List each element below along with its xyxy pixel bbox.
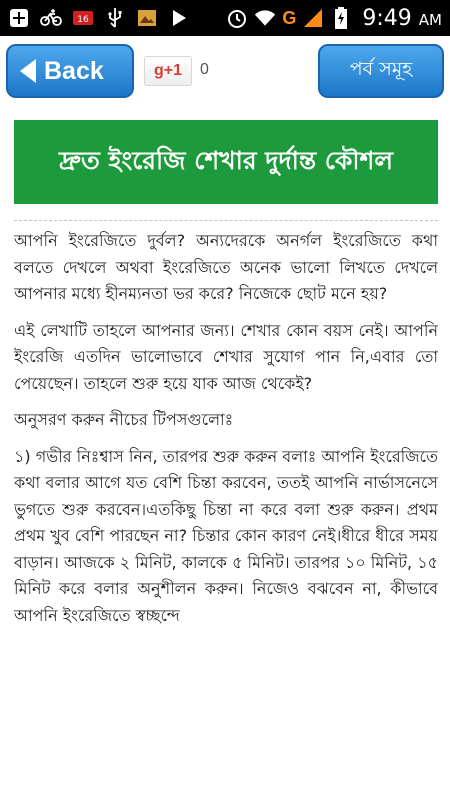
notification-icons (8, 6, 190, 30)
clock-time: 9:49 AM (362, 5, 442, 31)
plus-icon (8, 7, 30, 29)
sms-icon (72, 7, 94, 29)
back-button-label: Back (44, 56, 104, 85)
google-plus-icon: g+1 (153, 62, 182, 79)
battery-icon (330, 7, 352, 29)
article-title: দ্রুত ইংরেজি শেখার দুর্দান্ত কৌশল (59, 145, 393, 175)
system-icons (226, 4, 442, 32)
divider (14, 220, 438, 221)
article-paragraph: আপনি ইংরেজিতে দুর্বল? অন্যদেরকে অনর্গল ইংরেজিতে কথা বলতে দেখলে অথবা ইংরেজিতে অনেক ভালো লিখতে দেখলে আপনার মধ্যে হীনম্যনতা ভর করে? নিজেকে ছোট মনে হয়? (14, 231, 438, 303)
chapters-button-label: পর্ব সমূহ (349, 58, 413, 80)
image-icon (136, 7, 158, 29)
article-paragraph: অনুসরণ করুন নীচের টিপসগুলোঃ (14, 410, 234, 429)
status-bar (0, 0, 450, 36)
signal-icon (302, 7, 324, 29)
chapters-button[interactable] (318, 44, 444, 98)
wifi-icon (254, 7, 276, 29)
article-body[interactable] (14, 228, 438, 798)
back-arrow-icon (20, 59, 36, 83)
bicycle-icon (40, 7, 62, 29)
svg-text:16: 16 (77, 15, 89, 25)
plus-one-count: 0 (200, 61, 209, 78)
alarm-icon (226, 7, 248, 29)
network-type-label: G (282, 7, 297, 28)
usb-icon (104, 7, 126, 29)
play-store-icon (168, 7, 190, 29)
google-plus-one-button[interactable] (144, 56, 192, 86)
back-button[interactable] (6, 44, 134, 98)
article-title-banner (14, 120, 438, 204)
app-toolbar (0, 36, 450, 106)
article-paragraph: ১) গভীর নিঃশ্বাস নিন, তারপর শুরু করুন বলাঃ আপনি ইংরেজিতে কথা বলার আগে যত বেশি চিন্তা করবেন, ততই আপনি নার্ভাসনেসে ভুগতে শুরু করবেন।এতকিছু চিন্তা না করে বলা শুরু করুন। প্রথম প্রথম খুব বেশি পারছেন না? চিন্তার কোন কারণ নেই।ধীরে ধীরে সময় বাড়ান। আজকে ২ মিনিট, কালকে ৫ মিনিট। তারপর ১০ মিনিট, ১৫ মিনিট করে বলার অনুশীলন করুন। নিজেও বঝবেন না, কীভাবে আপনি ইংরেজিতে স্বচ্ছন্দে (14, 446, 438, 625)
article-paragraph: এই লেখাটি তাহলে আপনার জন্য। শেখার কোন বয়স নেই। আপনি ইংরেজি এতদিন ভালোভাবে শেখার সুযোগ পান নি,এবার তো পেয়েছেন। তাহলে শুরু হয়ে যাক আজ থেকেই? (14, 320, 438, 393)
